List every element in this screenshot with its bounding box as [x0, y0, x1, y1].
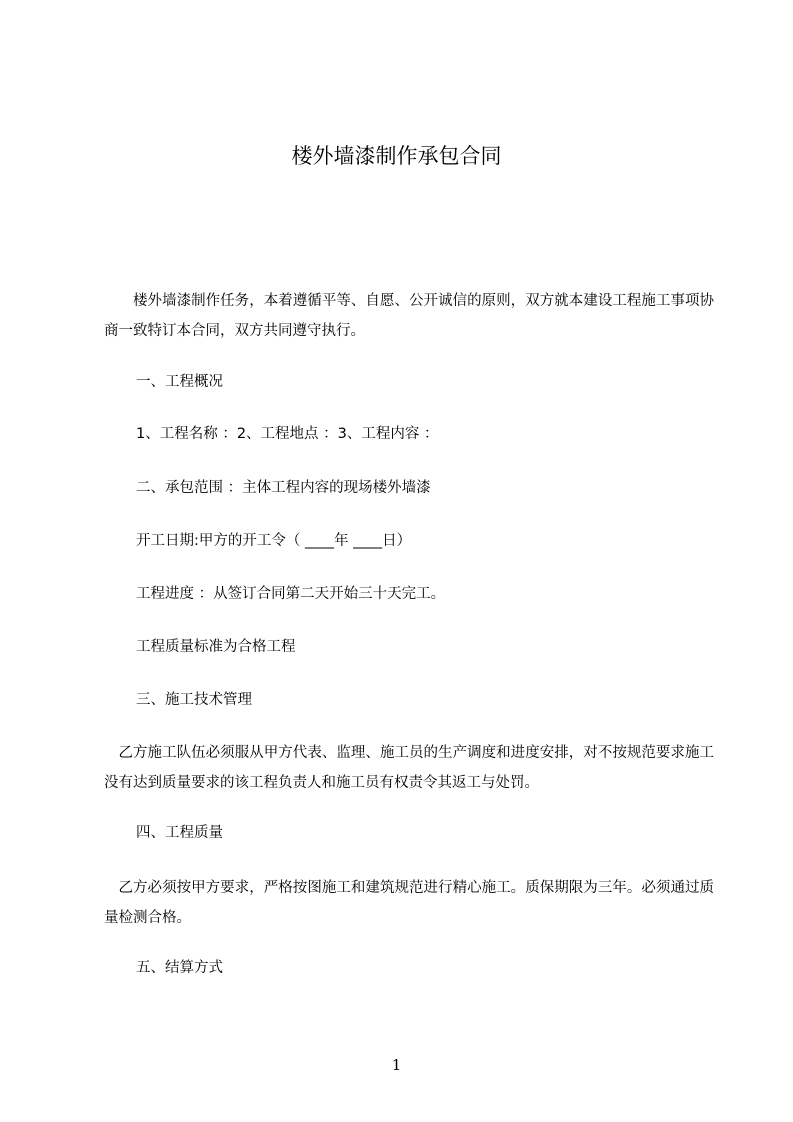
page-number: 1	[391, 1056, 402, 1074]
progress-line: 工程进度 ：从签订合同第二天开始三十天完工。	[136, 586, 446, 602]
start-date-line: 开工日期:甲方的开工令（ ____年 ____日）	[136, 533, 412, 549]
section-1-heading: 一、工程概况	[136, 374, 223, 390]
section-3-heading: 三、施工技术管理	[136, 692, 252, 708]
document-title: 楼外墙漆制作承包合同	[291, 144, 502, 168]
section-3-paragraph: 乙方施工队伍必须服从甲方代表、监理、施工员的生产调度和进度安排，对不按规范要求施工没有达到质量要求的该工程负责人和施工员有权责令其返工与处罚。	[104, 745, 714, 791]
intro-paragraph: 楼外墙漆制作任务，本着遵循平等、自愿、公开诚信的原则，双方就本建设工程施工事项协商一致特订本合同，双方共同遵守执行。	[104, 293, 714, 339]
quality-standard-line: 工程质量标准为合格工程	[136, 639, 296, 655]
section-2-scope: 二、承包范围 ：主体工程内容的现场楼外墙漆	[136, 480, 431, 496]
section-1-items: 1、工程名称 ：2、工程地点 ：3、工程内容 ：	[136, 426, 439, 442]
section-4-heading: 四、工程质量	[136, 825, 223, 841]
section-4-paragraph: 乙方必须按甲方要求，严格按图施工和建筑规范进行精心施工。质保期限为三年。必须通过质量检测合格。	[104, 880, 714, 926]
section-5-heading: 五、结算方式	[136, 960, 223, 976]
